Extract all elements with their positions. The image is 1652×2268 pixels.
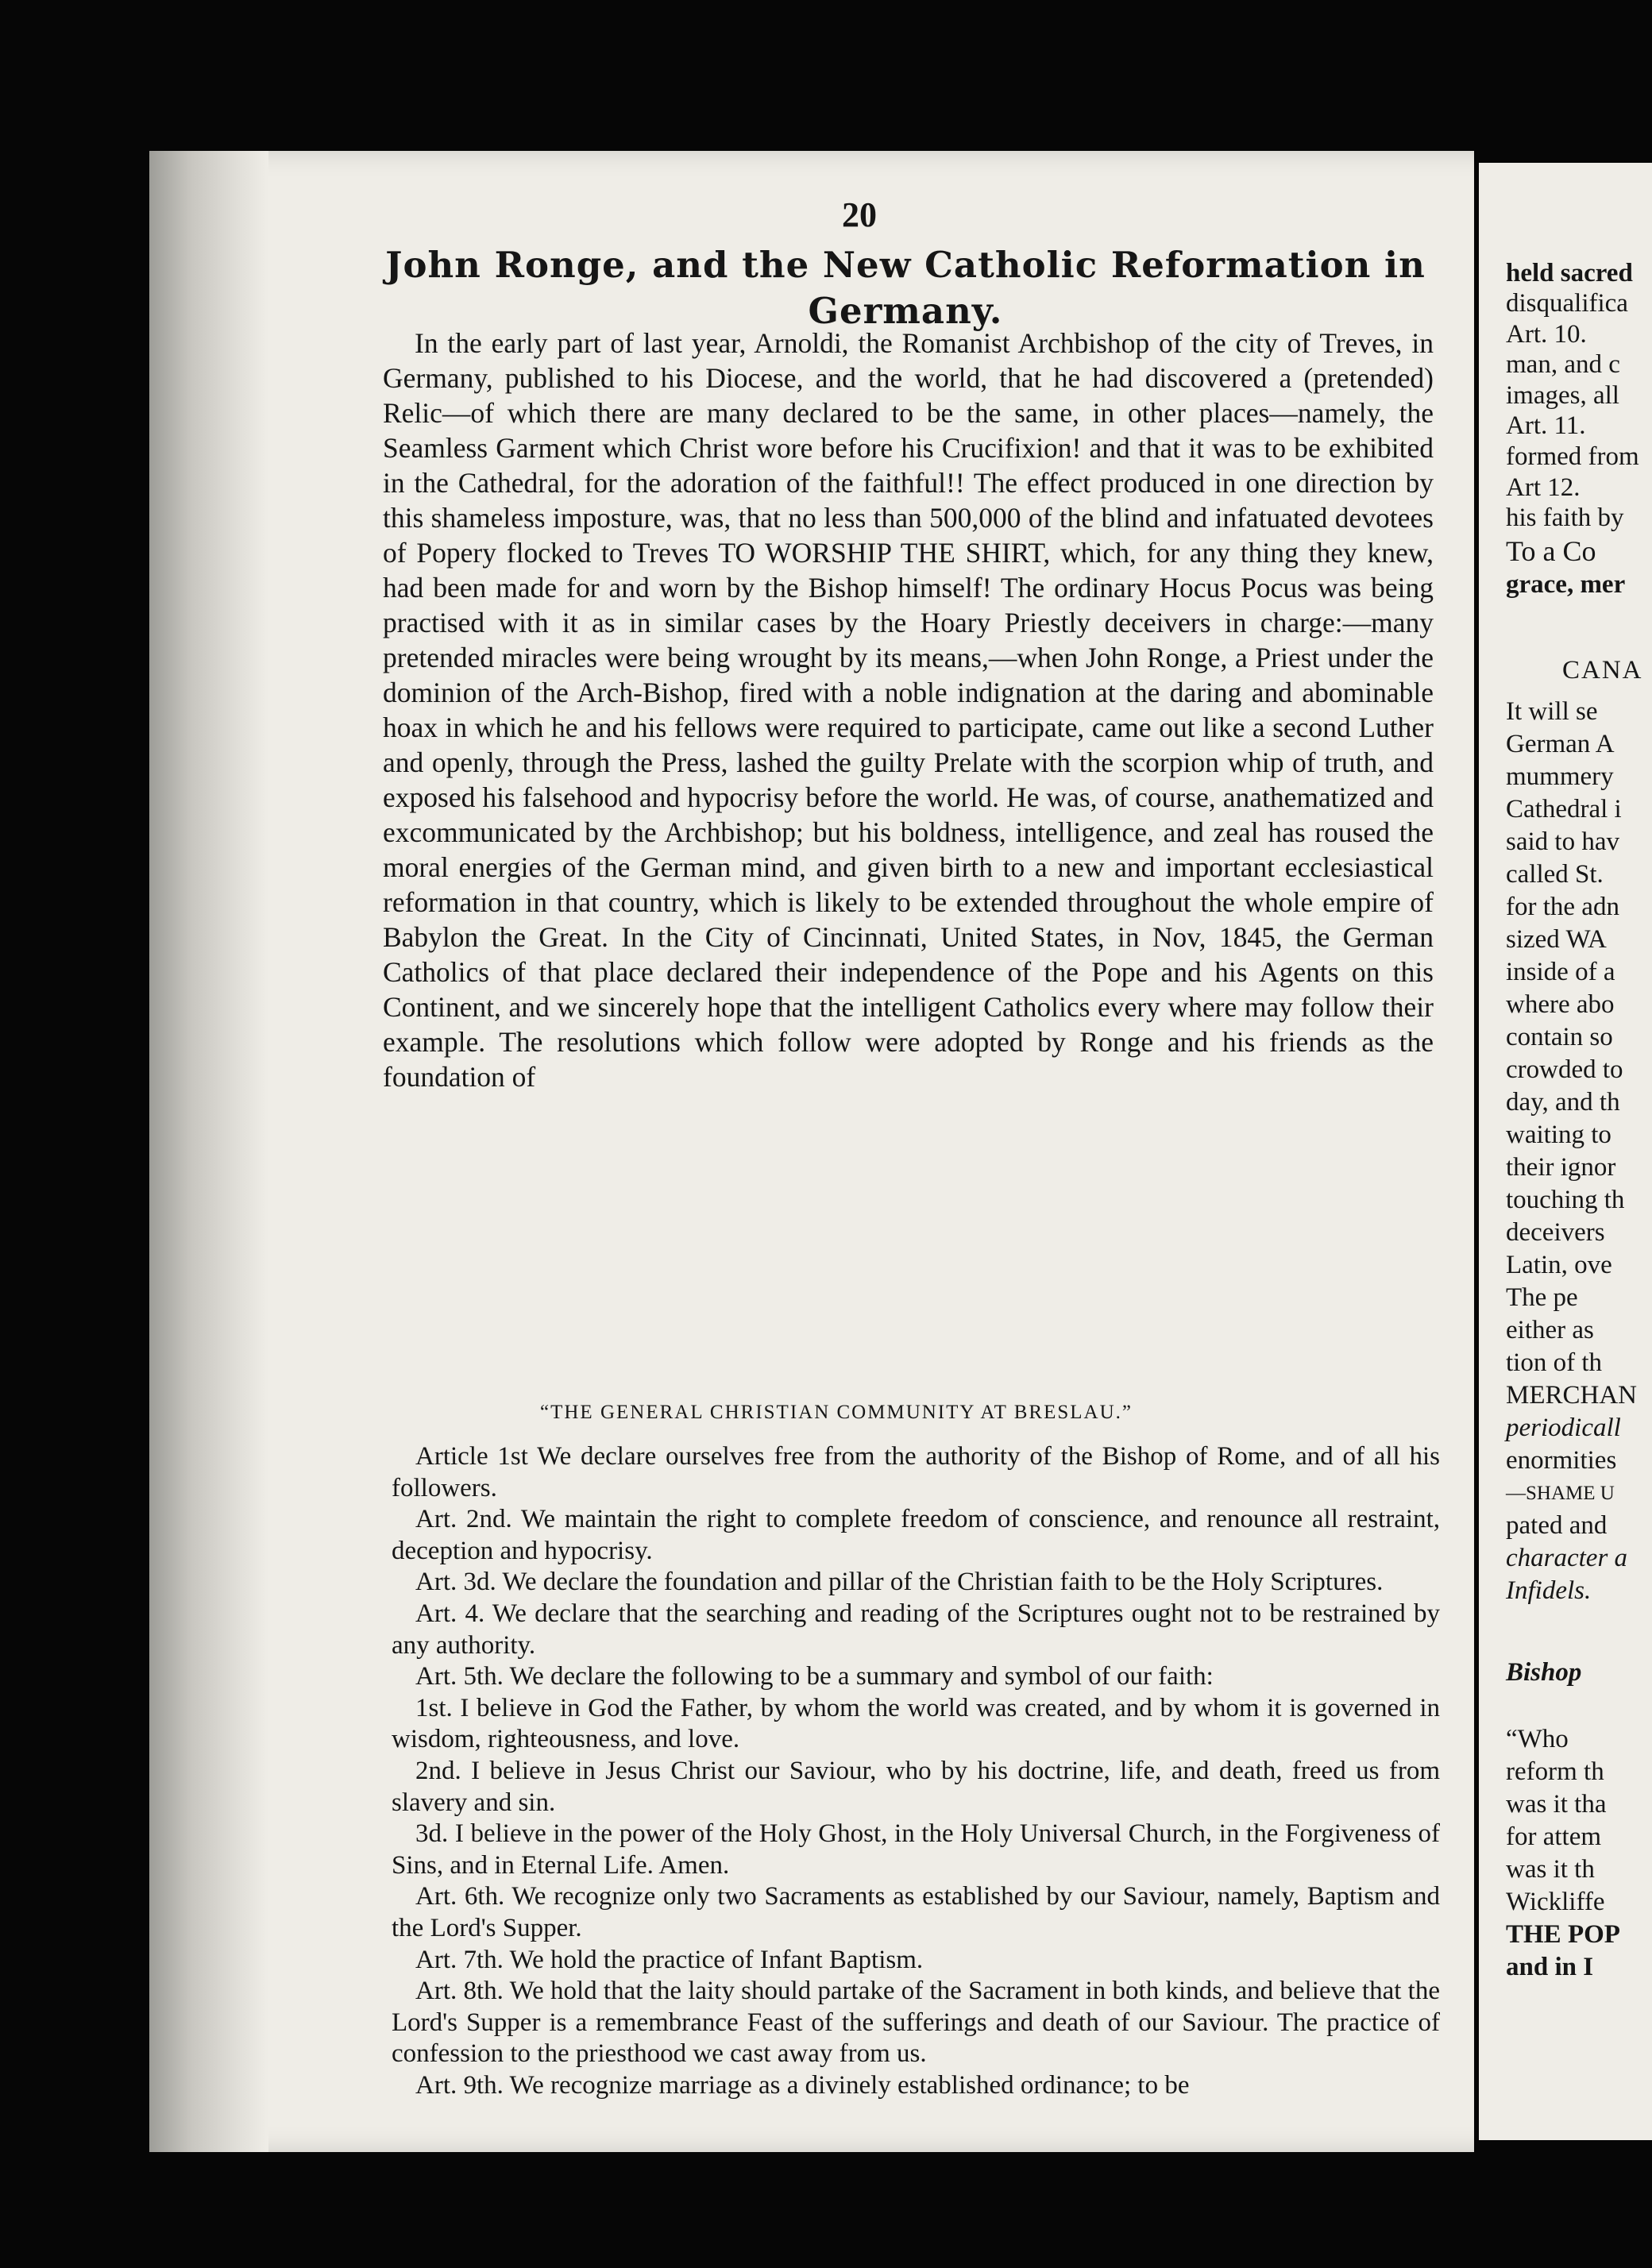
right-line: their ignor <box>1506 1153 1616 1182</box>
right-line: MERCHAN <box>1506 1381 1638 1410</box>
right-line: The pe <box>1506 1283 1578 1312</box>
right-line: formed from <box>1506 442 1639 471</box>
right-line: grace, mer <box>1506 570 1626 599</box>
right-line: for attem <box>1506 1822 1602 1851</box>
article-item: Art. 2nd. We maintain the right to complete freedom of conscience, and renounce all restraint, deception and hypocrisy. <box>392 1505 1440 1565</box>
right-line: tion of th <box>1506 1348 1602 1377</box>
page-binding-shadow <box>149 151 268 2152</box>
article-item: Art. 8th. We hold that the laity should partake of the Sacrament in both kinds, and believe that the Lord's Supper is a remembrance Feast of the sufferings and death of our Saviour. The practice of confession to the priesthood we cast away from us. <box>392 1977 1440 2069</box>
right-line: deceivers <box>1506 1218 1605 1247</box>
articles-list <box>392 1441 1440 2101</box>
right-line: Infidels. <box>1506 1576 1592 1605</box>
right-heading: CANA <box>1562 656 1643 685</box>
right-line: Art. 11. <box>1506 411 1586 440</box>
article-item: Article 1st We declare ourselves free from the authority of the Bishop of Rome, and of all his followers. <box>392 1442 1440 1502</box>
right-line: Wickliffe <box>1506 1888 1605 1916</box>
right-line: and in I <box>1506 1953 1594 1981</box>
right-line: was it tha <box>1506 1790 1607 1819</box>
right-line: THE POP <box>1506 1920 1620 1949</box>
right-line: his faith by <box>1506 503 1624 532</box>
intro-text: In the early part of last year, Arnoldi, the Romanist Archbishop of the city of Treves, in Germany, published to his Diocese, and the world, that he had discovered a (pretended) Relic—of which there are many declared to be the same, in other places—namely, the Seamless Garment which Christ wore before his Crucifixion! and that it was to be exhibited in the Cathedral, for the adoration of the faithful!! The effect produced in one direction by this shameless imposture, was, that no less than 500,000 of the blind and infatuated devotees of Popery flocked to Treves TO WORSHIP THE SHIRT, which, for any thing they knew, had been made for and worn by the Bishop himself! The ordinary Hocus Pocus was being practised with it as in similar cases by the Hoary Priestly deceivers in charge:—many pretended miracles were being wrought by its means,—when John Ronge, a Priest under the dominion of the Arch-Bishop, fired with a noble indignation at the daring and abominable hoax in which he and his fellows were required to participate, came out like a second Luther and openly, through the Press, lashed the guilty Prelate with the scorpion whip of truth, and exposed his falsehood and hypocrisy before the world. He was, of course, anathematized and excommunicated by the Archbishop; but his boldness, intelligence, and zeal has roused the moral energies of the German mind, and given birth to a new and important ecclesiastical reformation in that country, which is likely to be extended throughout the whole empire of Babylon the Great. In the City of Cincinnati, United States, in Nov, 1845, the German Catholics of that place declared their independence of the Pope and his Agents on this Continent, and we sincerely hope that the intelligent Catholics every where may follow their example. The resolutions which follow were adopted by Ronge and his friends as the foundation of <box>383 327 1434 1093</box>
right-line: periodicall <box>1506 1414 1621 1442</box>
right-line: sized WA <box>1506 925 1607 954</box>
right-line: Art. 10. <box>1506 320 1587 349</box>
right-page-fragment <box>1479 163 1652 2140</box>
right-line: German A <box>1506 730 1615 758</box>
article-item: Art. 6th. We recognize only two Sacraments as established by our Saviour, namely, Baptism and the Lord's Supper. <box>392 1882 1440 1942</box>
article-item: 3d. I believe in the power of the Holy Ghost, in the Holy Universal Church, in the Forgiveness of Sins, and in Eternal Life. Amen. <box>392 1819 1440 1880</box>
page-number: 20 <box>842 195 877 234</box>
right-line: waiting to <box>1506 1120 1611 1149</box>
right-line: reform th <box>1506 1757 1604 1786</box>
right-line: either as <box>1506 1316 1594 1344</box>
right-line: enormities <box>1506 1446 1617 1475</box>
right-line: Latin, ove <box>1506 1251 1612 1279</box>
right-line: pated and <box>1506 1511 1608 1540</box>
right-line: It will se <box>1506 697 1598 726</box>
right-line: disqualifica <box>1506 289 1628 318</box>
right-line: “Who <box>1506 1725 1569 1753</box>
right-line: —SHAME U <box>1506 1483 1615 1504</box>
right-line: inside of a <box>1506 958 1615 986</box>
right-line: was it th <box>1506 1855 1595 1884</box>
right-line: day, and th <box>1506 1088 1620 1117</box>
article-item: Art. 4. We declare that the searching and reading of the Scriptures ought not to be restrained by any authority. <box>392 1599 1440 1660</box>
article-item: 1st. I believe in God the Father, by whom the world was created, and by whom it is governed in wisdom, righteousness, and love. <box>392 1693 1440 1754</box>
right-line: Cathedral i <box>1506 795 1622 824</box>
right-line: crowded to <box>1506 1055 1623 1084</box>
right-line: character a <box>1506 1544 1628 1572</box>
article-item: Art. 5th. We declare the following to be a summary and symbol of our faith: <box>415 1662 1214 1691</box>
article-item: 2nd. I believe in Jesus Christ our Saviour, who by his doctrine, life, and death, freed us from slavery and sin. <box>392 1756 1440 1817</box>
right-line: said to hav <box>1506 827 1619 856</box>
intro-paragraph <box>383 326 1434 1094</box>
right-line: for the adn <box>1506 893 1619 921</box>
right-line: images, all <box>1506 381 1619 410</box>
right-line: Art 12. <box>1506 473 1581 502</box>
right-line: held sacred <box>1506 259 1633 287</box>
section-heading: “THE GENERAL CHRISTIAN COMMUNITY AT BRESLAU.” <box>540 1402 1133 1423</box>
right-line: called St. <box>1506 860 1604 889</box>
article-item: Art. 3d. We declare the foundation and pillar of the Christian faith to be the Holy Scriptures. <box>415 1568 1384 1597</box>
article-title: John Ronge, and the New Catholic Reformation in Germany. <box>385 244 1426 332</box>
right-heading: Bishop <box>1506 1658 1582 1687</box>
right-line: mummery <box>1506 762 1614 791</box>
article-item: Art. 9th. We recognize marriage as a divinely established ordinance; to be <box>415 2070 1190 2100</box>
right-line: To a Co <box>1506 535 1596 567</box>
right-line: touching th <box>1506 1186 1625 1214</box>
right-line: contain so <box>1506 1023 1613 1051</box>
article-item: Art. 7th. We hold the practice of Infant Baptism. <box>415 1945 924 1974</box>
right-line: man, and c <box>1506 350 1620 379</box>
right-line: where abo <box>1506 990 1615 1019</box>
